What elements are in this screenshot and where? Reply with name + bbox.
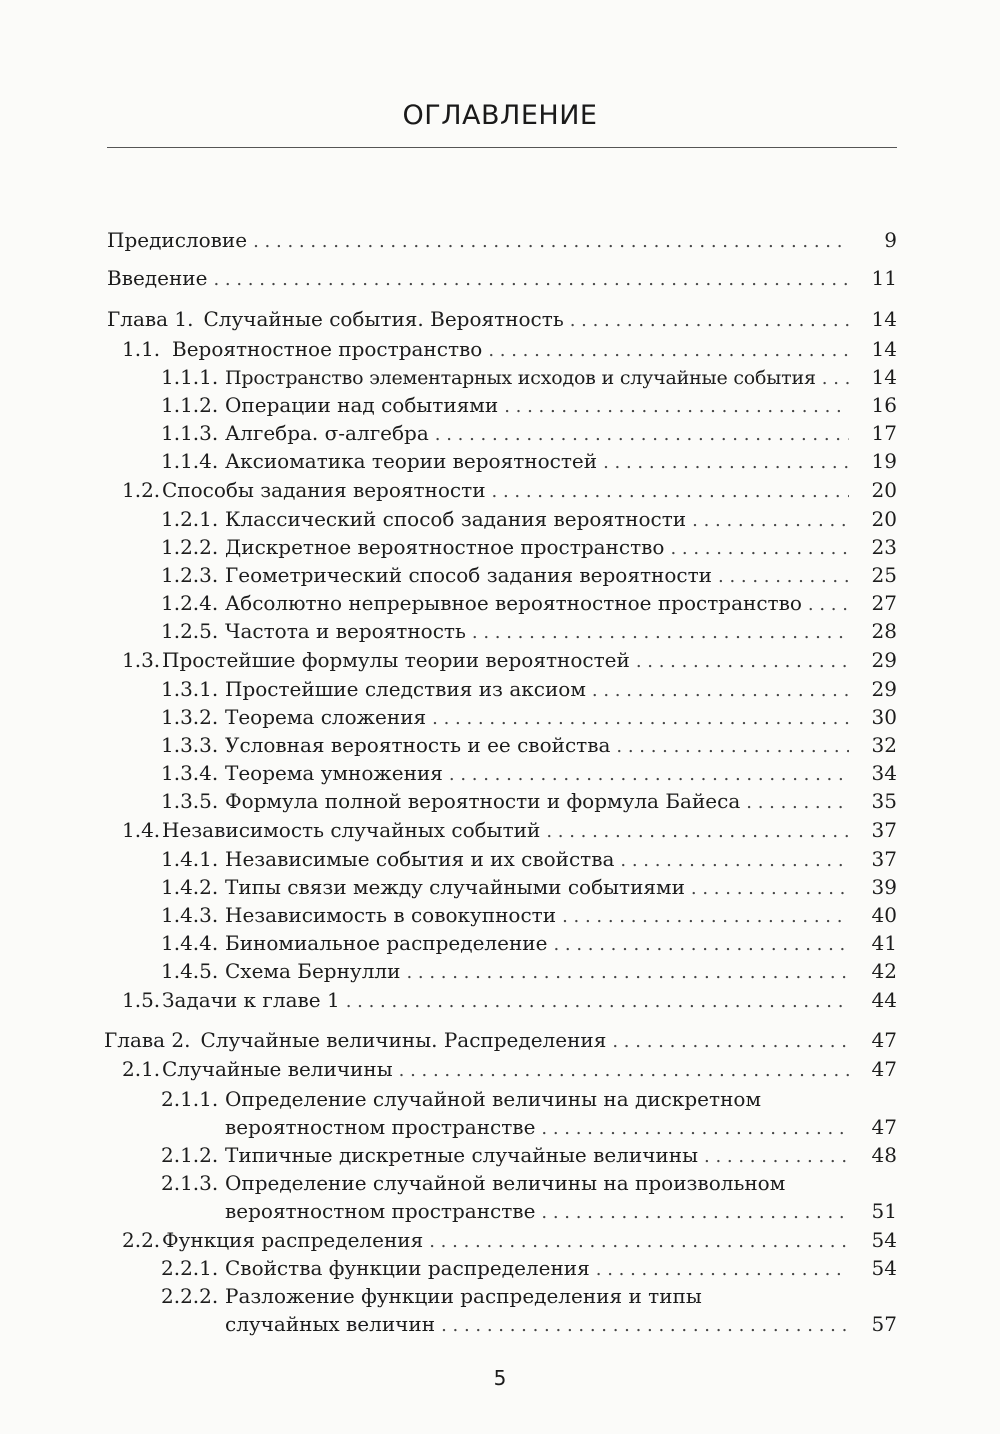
dot-leader — [472, 619, 849, 647]
toc-entry-number: 1.1.2. — [161, 393, 219, 417]
toc-entry-label: Алгебра. σ-алгебра — [225, 421, 429, 445]
dot-leader — [432, 705, 849, 733]
toc-entry-label: Операции над событиями — [225, 393, 499, 417]
toc-entry-label-continued: вероятностном пространстве — [225, 1115, 536, 1139]
toc-entry-page: 23 — [871, 535, 897, 559]
toc-entry-label: Условная вероятность и ее свойства — [225, 733, 611, 757]
toc-entry-number: 1.2.5. — [161, 619, 219, 643]
dot-leader — [692, 507, 849, 535]
toc-entry-label: Дискретное вероятностное пространство — [225, 535, 665, 559]
toc-entry-page: 47 — [871, 1115, 897, 1139]
toc-entry-page: 35 — [871, 789, 897, 813]
toc-entry-label: Формула полной вероятности и формула Байеса — [225, 789, 741, 813]
toc-entry-page: 9 — [884, 228, 897, 252]
toc-entry-page: 19 — [871, 449, 897, 473]
toc-entry-page: 27 — [871, 591, 897, 615]
dot-leader — [616, 733, 849, 761]
toc-entry[interactable] — [107, 226, 897, 254]
toc-entry-label: Независимые события и их свойства — [225, 847, 615, 871]
toc-entry-number: 2.2. — [122, 1228, 161, 1252]
toc-entry-number: 1.4.3. — [161, 903, 219, 927]
dot-leader — [596, 1256, 849, 1284]
toc-entry-number: 1.1.1. — [161, 365, 219, 389]
dot-leader — [670, 535, 849, 563]
toc-subsection-entry[interactable] — [161, 845, 897, 873]
toc-entry-page: 29 — [871, 648, 897, 672]
dot-leader — [213, 266, 849, 294]
toc-subsection-entry[interactable] — [161, 787, 897, 815]
toc-entry-number: 1.3.3. — [161, 733, 219, 757]
toc-entry-label: Функция распределения — [162, 1228, 424, 1252]
toc-section-entry[interactable] — [122, 476, 897, 504]
dot-leader — [808, 591, 849, 619]
toc-section-entry[interactable] — [122, 335, 897, 363]
dot-leader — [592, 677, 849, 705]
toc-entry-label: Биномиальное распределение — [225, 931, 548, 955]
toc-entry-number: 1.3. — [122, 648, 161, 672]
toc-entry-number: 2.2.1. — [161, 1256, 219, 1280]
toc-entry-number: 1.1. — [122, 337, 161, 361]
toc-entry-page: 41 — [871, 931, 897, 955]
toc-entry-page: 11 — [871, 266, 897, 290]
toc-entry-number: 2.1.1. — [161, 1087, 219, 1111]
toc-entry-page: 39 — [871, 875, 897, 899]
toc-entry-page: 30 — [871, 705, 897, 729]
dot-leader — [449, 761, 849, 789]
dot-leader — [488, 337, 849, 365]
toc-entry-number: Глава 2. — [104, 1028, 191, 1052]
toc-entry-page: 14 — [871, 337, 897, 361]
toc-entry-page: 42 — [871, 959, 897, 983]
dot-leader — [541, 1199, 849, 1227]
toc-entry-number: 1.2.4. — [161, 591, 219, 615]
toc-subsection-entry[interactable] — [161, 957, 897, 985]
dot-leader — [435, 421, 849, 449]
dot-leader — [253, 228, 849, 256]
toc-entry-label: Случайные величины. Распределения — [200, 1028, 607, 1052]
dot-leader — [492, 478, 849, 506]
toc-entry-label: Задачи к главе 1 — [162, 988, 340, 1012]
toc-section-entry[interactable] — [122, 1226, 897, 1254]
dot-leader — [620, 847, 849, 875]
toc-entry-page: 14 — [871, 365, 897, 389]
page-number: 5 — [493, 1366, 507, 1390]
toc-entry-number: 1.2.3. — [161, 563, 219, 587]
toc-entry-label: Случайные события. Вероятность — [203, 307, 564, 331]
toc-entry-label: Способы задания вероятности — [162, 478, 486, 502]
toc-entry-number: 1.5. — [122, 988, 161, 1012]
dot-leader — [429, 1228, 849, 1256]
dot-leader — [441, 1312, 849, 1340]
dot-leader — [399, 1057, 849, 1085]
toc-entry-label: Независимость в совокупности — [225, 903, 557, 927]
toc-entry-label: Свойства функции распределения — [225, 1256, 590, 1280]
toc-subsection-entry[interactable] — [161, 675, 897, 703]
dot-leader — [406, 959, 849, 987]
toc-entry-page: 34 — [871, 761, 897, 785]
toc-subsection-entry-first-line[interactable] — [161, 1282, 702, 1310]
toc-entry-label: Аксиоматика теории вероятностей — [225, 449, 598, 473]
toc-entry-label: Разложение функции распределения и типы — [225, 1284, 702, 1308]
toc-subsection-entry[interactable] — [161, 561, 897, 589]
dot-leader — [746, 789, 849, 817]
toc-entry-number: 2.1.2. — [161, 1143, 219, 1167]
toc-entry-label: Вероятностное пространство — [172, 337, 483, 361]
toc-entry-page: 37 — [871, 818, 897, 842]
toc-entry-page: 29 — [871, 677, 897, 701]
toc-entry-page: 40 — [871, 903, 897, 927]
dot-leader — [822, 365, 849, 393]
toc-entry-number: Глава 1. — [107, 307, 194, 331]
toc-entry-number: 1.2.2. — [161, 535, 219, 559]
toc-subsection-entry[interactable] — [161, 873, 897, 901]
toc-entry-label: Пространство элементарных исходов и случайные события — [225, 367, 816, 389]
toc-entry-label: Схема Бернулли — [225, 959, 401, 983]
dot-leader — [570, 307, 849, 335]
toc-entry-label: Определение случайной величины на произвольном — [225, 1171, 786, 1195]
toc-subsection-entry[interactable] — [161, 901, 897, 929]
toc-entry-page: 51 — [871, 1199, 897, 1223]
toc-entry-label: Теорема умножения — [225, 761, 443, 785]
toc-entry-page: 54 — [871, 1228, 897, 1252]
toc-entry-label-continued: случайных величин — [225, 1312, 436, 1336]
toc-subsection-entry[interactable] — [161, 589, 897, 617]
toc-entry-number: 2.1. — [122, 1057, 161, 1081]
toc-entry-page: 20 — [871, 507, 897, 531]
toc-subsection-entry[interactable] — [161, 617, 897, 645]
dot-leader — [546, 818, 849, 846]
page-title: ОГЛАВЛЕНИЕ — [402, 100, 598, 131]
toc-subsection-entry[interactable] — [161, 759, 897, 787]
toc-subsection-entry[interactable] — [161, 731, 897, 759]
toc-subsection-entry[interactable] — [161, 1141, 897, 1169]
dot-leader — [504, 393, 849, 421]
toc-subsection-entry[interactable] — [161, 391, 897, 419]
dot-leader — [691, 875, 849, 903]
toc-subsection-entry[interactable] — [225, 1197, 897, 1225]
toc-subsection-entry-first-line[interactable] — [161, 1085, 761, 1113]
toc-section-entry[interactable] — [122, 816, 897, 844]
toc-entry-number: 2.2.2. — [161, 1284, 219, 1308]
toc-entry-label-continued: вероятностном пространстве — [225, 1199, 536, 1223]
dot-leader — [346, 988, 849, 1016]
toc-entry-page: 47 — [871, 1028, 897, 1052]
toc-subsection-entry[interactable] — [225, 1113, 897, 1141]
toc-entry-label: Простейшие следствия из аксиом — [225, 677, 586, 701]
toc-section-entry[interactable] — [122, 646, 897, 674]
dot-leader — [718, 563, 849, 591]
toc-entry-page: 32 — [871, 733, 897, 757]
toc-subsection-entry[interactable] — [161, 447, 897, 475]
toc-entry-label: Типичные дискретные случайные величины — [225, 1143, 699, 1167]
toc-entry-number: 1.1.4. — [161, 449, 219, 473]
toc-entry-number: 1.1.3. — [161, 421, 219, 445]
toc-entry-label: Определение случайной величины на дискретном — [225, 1087, 761, 1111]
toc-entry-number: 1.3.1. — [161, 677, 219, 701]
dot-leader — [562, 903, 849, 931]
toc-entry-number: 1.3.4. — [161, 761, 219, 785]
toc-entry-label: Частота и вероятность — [225, 619, 466, 643]
toc-entry-page: 28 — [871, 619, 897, 643]
toc-entry-page: 47 — [871, 1057, 897, 1081]
toc-entry-page: 57 — [871, 1312, 897, 1336]
toc-entry-page: 16 — [871, 393, 897, 417]
toc-subsection-entry[interactable] — [161, 505, 897, 533]
toc-subsection-entry[interactable] — [161, 1254, 897, 1282]
toc-entry-label: Предисловие — [107, 228, 248, 252]
toc-subsection-entry[interactable] — [161, 419, 897, 447]
toc-entry-number: 1.3.5. — [161, 789, 219, 813]
toc-entry-page: 20 — [871, 478, 897, 502]
toc-section-entry[interactable] — [122, 986, 897, 1014]
toc-entry-number: 1.4.5. — [161, 959, 219, 983]
toc-entry-number: 1.3.2. — [161, 705, 219, 729]
toc-entry-label: Теорема сложения — [225, 705, 427, 729]
toc-chapter-entry[interactable] — [104, 1026, 897, 1054]
toc-subsection-entry-first-line[interactable] — [161, 1169, 785, 1197]
toc-entry[interactable] — [107, 264, 897, 292]
dot-leader — [603, 449, 849, 477]
dot-leader — [636, 648, 849, 676]
toc-chapter-entry[interactable] — [107, 305, 897, 333]
toc-entry-page: 44 — [871, 988, 897, 1012]
toc-entry-label: Простейшие формулы теории вероятностей — [162, 648, 630, 672]
toc-entry-label: Введение — [107, 266, 208, 290]
toc-entry-page: 14 — [871, 307, 897, 331]
toc-subsection-entry[interactable] — [161, 703, 897, 731]
toc-entry-page: 17 — [871, 421, 897, 445]
toc-entry-label: Типы связи между случайными событиями — [225, 875, 685, 899]
dot-leader — [541, 1115, 849, 1143]
toc-entry-label: Геометрический способ задания вероятности — [225, 563, 712, 587]
toc-entry-page: 54 — [871, 1256, 897, 1280]
toc-entry-number: 1.2.1. — [161, 507, 219, 531]
toc-entry-number: 1.4. — [122, 818, 161, 842]
toc-entry-number: 1.2. — [122, 478, 161, 502]
dot-leader — [704, 1143, 849, 1171]
toc-entry-number: 1.4.4. — [161, 931, 219, 955]
dot-leader — [553, 931, 849, 959]
toc-entry-page: 25 — [871, 563, 897, 587]
toc-entry-number: 1.4.1. — [161, 847, 219, 871]
toc-entry-page: 48 — [871, 1143, 897, 1167]
toc-entry-label: Классический способ задания вероятности — [225, 507, 687, 531]
toc-entry-number: 1.4.2. — [161, 875, 219, 899]
toc-subsection-entry[interactable] — [225, 1310, 897, 1338]
toc-subsection-entry[interactable] — [161, 363, 897, 391]
toc-subsection-entry[interactable] — [161, 533, 897, 561]
toc-entry-number: 2.1.3. — [161, 1171, 219, 1195]
toc-entry-label: Независимость случайных событий — [162, 818, 541, 842]
toc-entry-label: Случайные величины — [162, 1057, 393, 1081]
dot-leader — [612, 1028, 849, 1056]
toc-entry-page: 37 — [871, 847, 897, 871]
toc-entry-label: Абсолютно непрерывное вероятностное пространство — [225, 591, 802, 615]
toc-section-entry[interactable] — [122, 1055, 897, 1083]
toc-subsection-entry[interactable] — [161, 929, 897, 957]
